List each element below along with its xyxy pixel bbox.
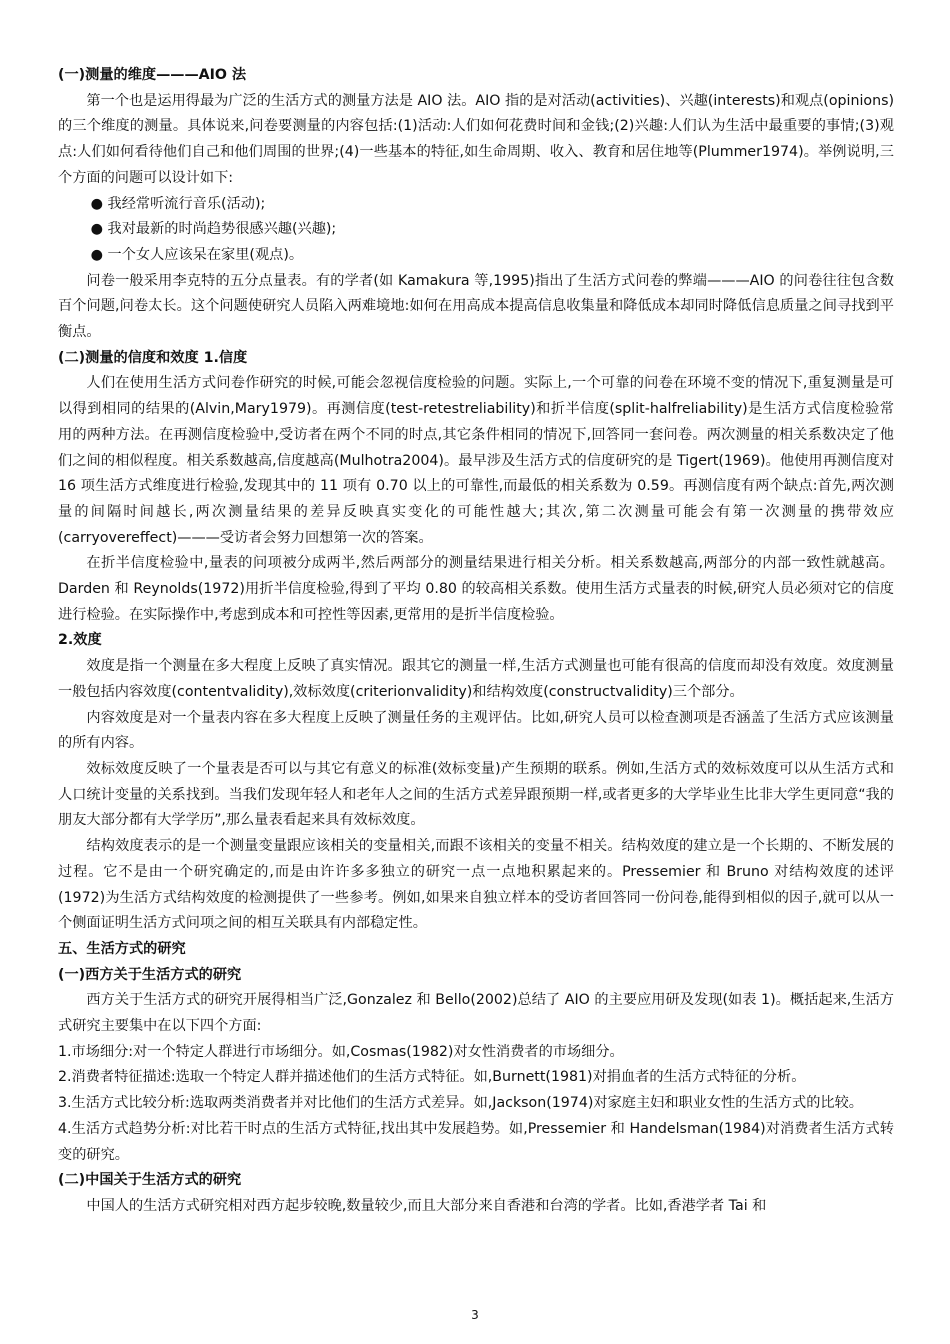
paragraph: 中国人的生活方式研究相对西方起步较晚,数量较少,而且大部分来自香港和台湾的学者。比如,香港学者 Tai 和 (86, 1197, 767, 1214)
paragraph: 第一个也是运用得最为广泛的生活方式的测量方法是 AIO 法。AIO 指的是对活动(activities)、兴趣(interests)和观点(opinions)的三个维度的测量。具体说来,问卷要测量的内容包括:(1)活动:人们如何花费时间和金钱;(2)兴趣:人们认为生活中最重要的事情;(3)观点:人们如何看待他们自己和他们周围的世界;(4)一些基本的特征,如生命周期、收入、教育和居住地等(Plummer1974)。举例说明,三个方面的问题可以设计如下: (58, 92, 894, 186)
paragraph: 结构效度表示的是一个测量变量跟应该相关的变量相关,而跟不该相关的变量不相关。结构效度的建立是一个长期的、不断发展的过程。它不是由一个研究确定的,而是由许许多多独立的研究一点一点地积累起来的。Pressemier 和 Bruno 对结构效度的述评(1972)为生活方式结构效度的检测提供了一些参考。例如,如果来自独立样本的受访者回答同一份问卷,能得到相似的因子,就可以从一个侧面证明生活方式问项之间的相互关联具有内部稳定性。 (58, 838, 894, 932)
paragraph: 西方关于生活方式的研究开展得相当广泛,Gonzalez 和 Bello(2002)总结了 AIO 的主要应用研及发现(如表 1)。概括起来,生活方式研究主要集中在以下四个方面: (58, 992, 894, 1035)
paragraph: 4.生活方式趋势分析:对比若干时点的生活方式特征,找出其中发展趋势。如,Pressemier 和 Handelsman(1984)对消费者生活方式转变的研究。 (58, 1120, 894, 1163)
section-heading: 2.效度 (58, 632, 102, 649)
paragraph: 3.生活方式比较分析:选取两类消费者并对比他们的生活方式差异。如,Jackson(1974)对家庭主妇和职业女性的生活方式的比较。 (58, 1095, 863, 1112)
bullet-item: ● 我对最新的时尚趋势很感兴趣(兴趣); (90, 221, 337, 238)
section-heading: (二)测量的信度和效度 1.信度 (58, 349, 248, 366)
page-number: 3 (471, 1308, 479, 1322)
section-heading: (一)西方关于生活方式的研究 (58, 966, 242, 983)
paragraph: 人们在使用生活方式问卷作研究的时候,可能会忽视信度检验的问题。实际上,一个可靠的问卷在环境不变的情况下,重复测量是可以得到相同的结果的(Alvin,Mary1979)。再测信度(test-retestreliability)和折半信度(split-halfreliability)是生活方式信度检验常用的两种方法。在再测信度检验中,受访者在两个不同的时点,其它条件相同的情况下,回答同一套问卷。两次测量的相关系数决定了他们之间的相似程度。相关系数越高,信度越高(Mulhotra2004)。最早涉及生活方式的信度研究的是 Tigert(1969)。他使用再测信度对 16 项生活方式维度进行检验,发现其中的 11 项有 0.70 以上的可靠性,而最低的相关系数为 0.59。再测信度有两个缺点:首先,两次测量的间隔时间越长,两次测量结果的差异反映真实变化的可能性越大;其次,第二次测量可能会有第一次测量的携带效应(carryovereffect)———受访者会努力回想第一次的答案。 (58, 375, 894, 546)
paragraph: 1.市场细分:对一个特定人群进行市场细分。如,Cosmas(1982)对女性消费者的市场细分。 (58, 1043, 624, 1060)
paragraph: 2.消费者特征描述:选取一个特定人群并描述他们的生活方式特征。如,Burnett(1981)对捐血者的生活方式特征的分析。 (58, 1069, 806, 1086)
paragraph: 问卷一般采用李克特的五分点量表。有的学者(如 Kamakura 等,1995)指出了生活方式问卷的弊端———AIO 的问卷往往包含数百个问题,问卷太长。这个问题使研究人员陷入两难境地:如何在用高成本提高信息收集量和降低成本却同时降低信息质量之间寻找到平衡点。 (58, 272, 894, 341)
bullet-item: ● 我经常听流行音乐(活动); (90, 195, 266, 212)
paragraph: 在折半信度检验中,量表的问项被分成两半,然后两部分的测量结果进行相关分析。相关系数越高,两部分的内部一致性就越高。Darden 和 Reynolds(1972)用折半信度检验,得到了平均 0.80 的较高相关系数。使用生活方式量表的时候,研究人员必须对它的信度进行检验。在实际操作中,考虑到成本和可控性等因素,更常用的是折半信度检验。 (58, 555, 894, 623)
bullet-item: ● 一个女人应该呆在家里(观点)。 (90, 246, 304, 263)
document-body (58, 63, 894, 1220)
paragraph: 效标效度反映了一个量表是否可以与其它有意义的标准(效标变量)产生预期的联系。例如,生活方式的效标效度可以从生活方式和人口统计变量的关系找到。当我们发现年轻人和老年人之间的生活方式差异跟预期一样,或者更多的大学毕业生比非大学生更同意“我的朋友大部分都有大学学历”,那么量表看起来具有效标效度。 (58, 760, 894, 829)
section-heading: (二)中国关于生活方式的研究 (58, 1172, 242, 1189)
paragraph: 效度是指一个测量在多大程度上反映了真实情况。跟其它的测量一样,生活方式测量也可能有很高的信度而却没有效度。效度测量一般包括内容效度(contentvalidity),效标效度(criterionvalidity)和结构效度(constructvalidity)三个部分。 (58, 658, 894, 700)
paragraph: 内容效度是对一个量表内容在多大程度上反映了测量任务的主观评估。比如,研究人员可以检查测项是否涵盖了生活方式应该测量的所有内容。 (58, 709, 894, 752)
section-heading: 五、生活方式的研究 (58, 940, 186, 957)
section-heading: (一)测量的维度———AIO 法 (58, 67, 247, 83)
